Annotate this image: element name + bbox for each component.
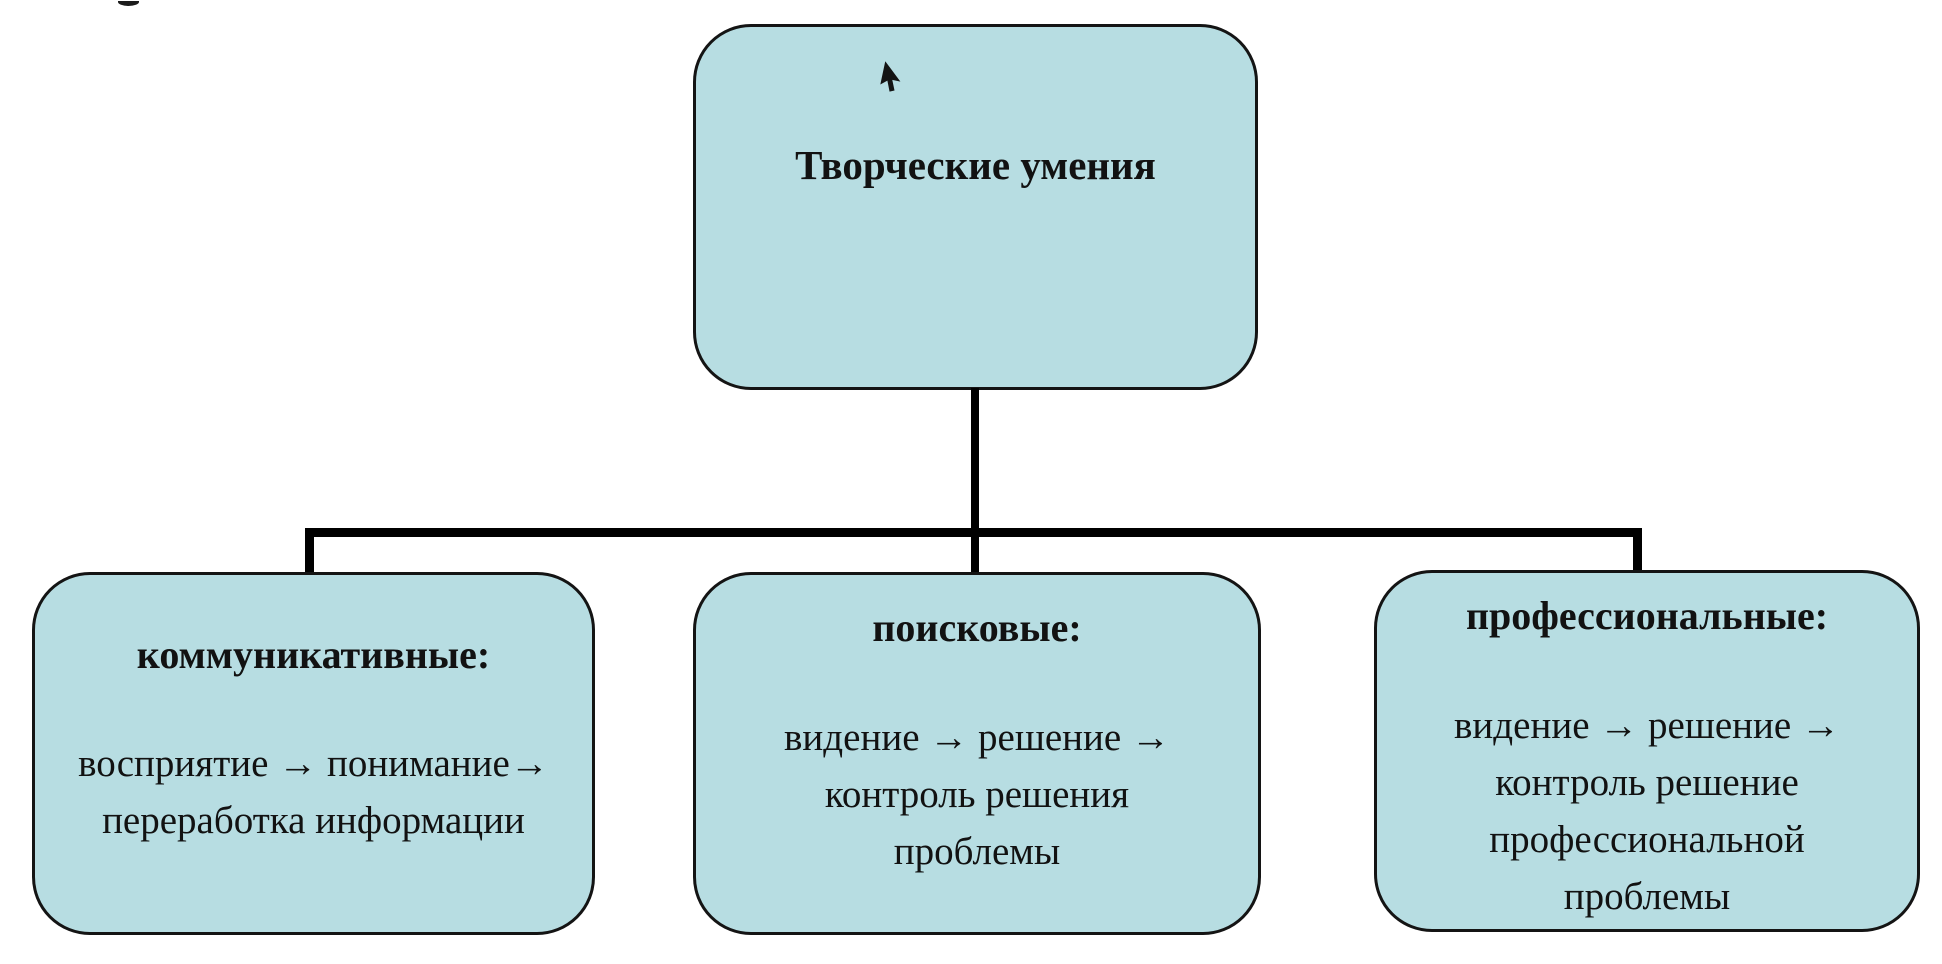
connector-stub-left <box>305 528 314 575</box>
connector-root-to-branch <box>971 388 979 575</box>
body-line: видение → решение → <box>1454 704 1840 747</box>
node-professional[interactable] <box>1374 570 1920 932</box>
root-node-label: Творческие умения <box>795 142 1156 188</box>
node-professional-body <box>1454 697 1840 925</box>
body-line: профессиональной <box>1489 818 1805 861</box>
connector-branch-horizontal <box>305 528 1642 537</box>
connector-stub-right <box>1633 528 1642 573</box>
body-line: видение → решение → <box>784 716 1170 759</box>
body-line: восприятие → понимание→ <box>78 742 549 785</box>
node-professional-heading: профессиональные: <box>1465 593 1829 638</box>
node-search-heading: поисковые: <box>872 605 1082 650</box>
stray-mark <box>118 1 139 6</box>
body-line: проблемы <box>893 830 1061 873</box>
body-line: контроль решение <box>1495 761 1799 804</box>
node-communicative[interactable] <box>32 572 595 935</box>
node-creative-skills[interactable] <box>693 24 1258 390</box>
body-line: проблемы <box>1563 875 1731 918</box>
node-communicative-body <box>78 735 549 849</box>
body-line: переработка информации <box>102 799 525 842</box>
node-search-body <box>784 709 1170 880</box>
mouse-cursor-icon <box>875 60 909 98</box>
node-communicative-heading: коммуникативные: <box>136 632 491 677</box>
body-line: контроль решения <box>824 773 1130 816</box>
node-search[interactable] <box>693 572 1261 935</box>
